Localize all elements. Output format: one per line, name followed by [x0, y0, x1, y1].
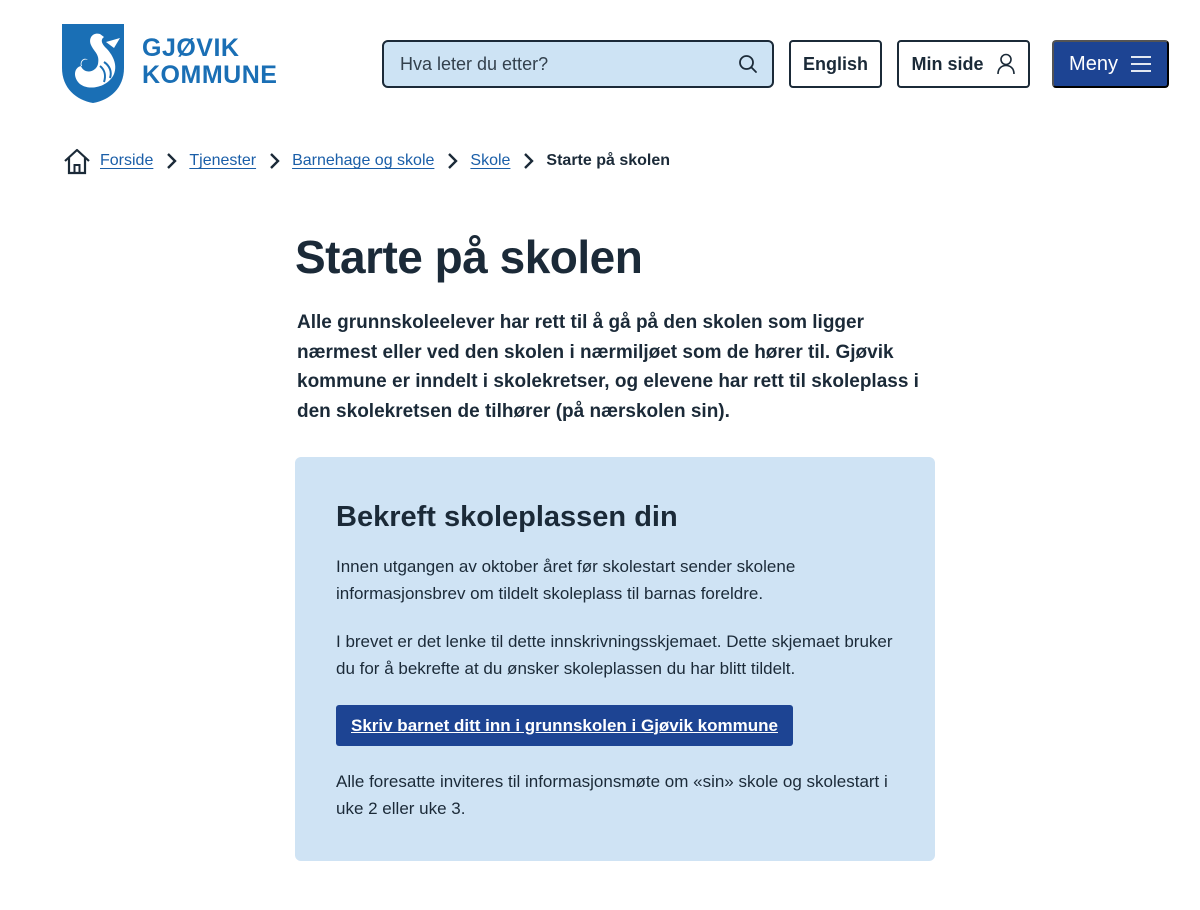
- info-box: [295, 457, 935, 861]
- chevron-right-icon: [446, 152, 458, 170]
- intro-paragraph: Alle grunnskoleelever har rett til å gå på den skolen som ligger nærmest eller ved den skolen i nærmiljøet som de hører til. Gjøvik kommune er inndelt i skolekretser, og elevene har rett til skoleplass i den skolekretsen de tilhører (på nærskolen sin).: [297, 312, 919, 422]
- logo-link[interactable]: [60, 22, 277, 104]
- info-paragraph-2: I brevet er det lenke til dette innskrivningsskjemaet. Dette skjemaet bruker du for å bekrefte at du ønsker skoleplassen du har blitt tildelt.: [336, 632, 893, 678]
- search-input[interactable]: [400, 54, 738, 75]
- logo-line1: GJØVIK: [142, 34, 240, 62]
- chevron-right-icon: [165, 152, 177, 170]
- breadcrumb-link-skole[interactable]: Skole: [470, 152, 511, 169]
- chevron-right-icon: [268, 152, 280, 170]
- logo-line2: KOMMUNE: [142, 61, 278, 89]
- breadcrumb: [62, 146, 670, 176]
- user-icon: [996, 53, 1016, 75]
- logo-wordmark: [142, 35, 277, 89]
- search-icon[interactable]: [738, 54, 758, 74]
- info-box-title: Bekreft skoleplassen din: [336, 501, 678, 533]
- breadcrumb-link-tjenester[interactable]: Tjenester: [189, 152, 257, 169]
- home-icon[interactable]: [62, 147, 92, 175]
- register-child-button[interactable]: Skriv barnet ditt inn i grunnskolen i Gjøvik kommune: [336, 705, 793, 746]
- hamburger-icon: [1130, 55, 1152, 73]
- breadcrumb-current: Starte på skolen: [546, 152, 671, 169]
- info-paragraph-3: Alle foresatte inviteres til informasjonsmøte om «sin» skole og skolestart i uke 2 eller uke 3.: [336, 772, 888, 818]
- min-side-button-label: Min side: [911, 53, 984, 74]
- swan-shield-logo-icon: [60, 22, 126, 104]
- chevron-right-icon: [522, 152, 534, 170]
- menu-button[interactable]: [1052, 40, 1169, 88]
- english-button-label: English: [802, 53, 868, 74]
- search-box: [382, 40, 774, 88]
- site-header: [0, 0, 1200, 120]
- english-button[interactable]: [789, 40, 882, 88]
- breadcrumb-link-barnehage-og-skole[interactable]: Barnehage og skole: [292, 152, 435, 169]
- breadcrumb-link-forside[interactable]: Forside: [100, 152, 154, 169]
- page-title: Starte på skolen: [295, 231, 643, 283]
- menu-button-label: Meny: [1069, 52, 1118, 75]
- min-side-button[interactable]: [897, 40, 1030, 88]
- info-paragraph-1: Innen utgangen av oktober året før skolestart sender skolene informasjonsbrev om tildelt skoleplass til barnas foreldre.: [336, 557, 796, 603]
